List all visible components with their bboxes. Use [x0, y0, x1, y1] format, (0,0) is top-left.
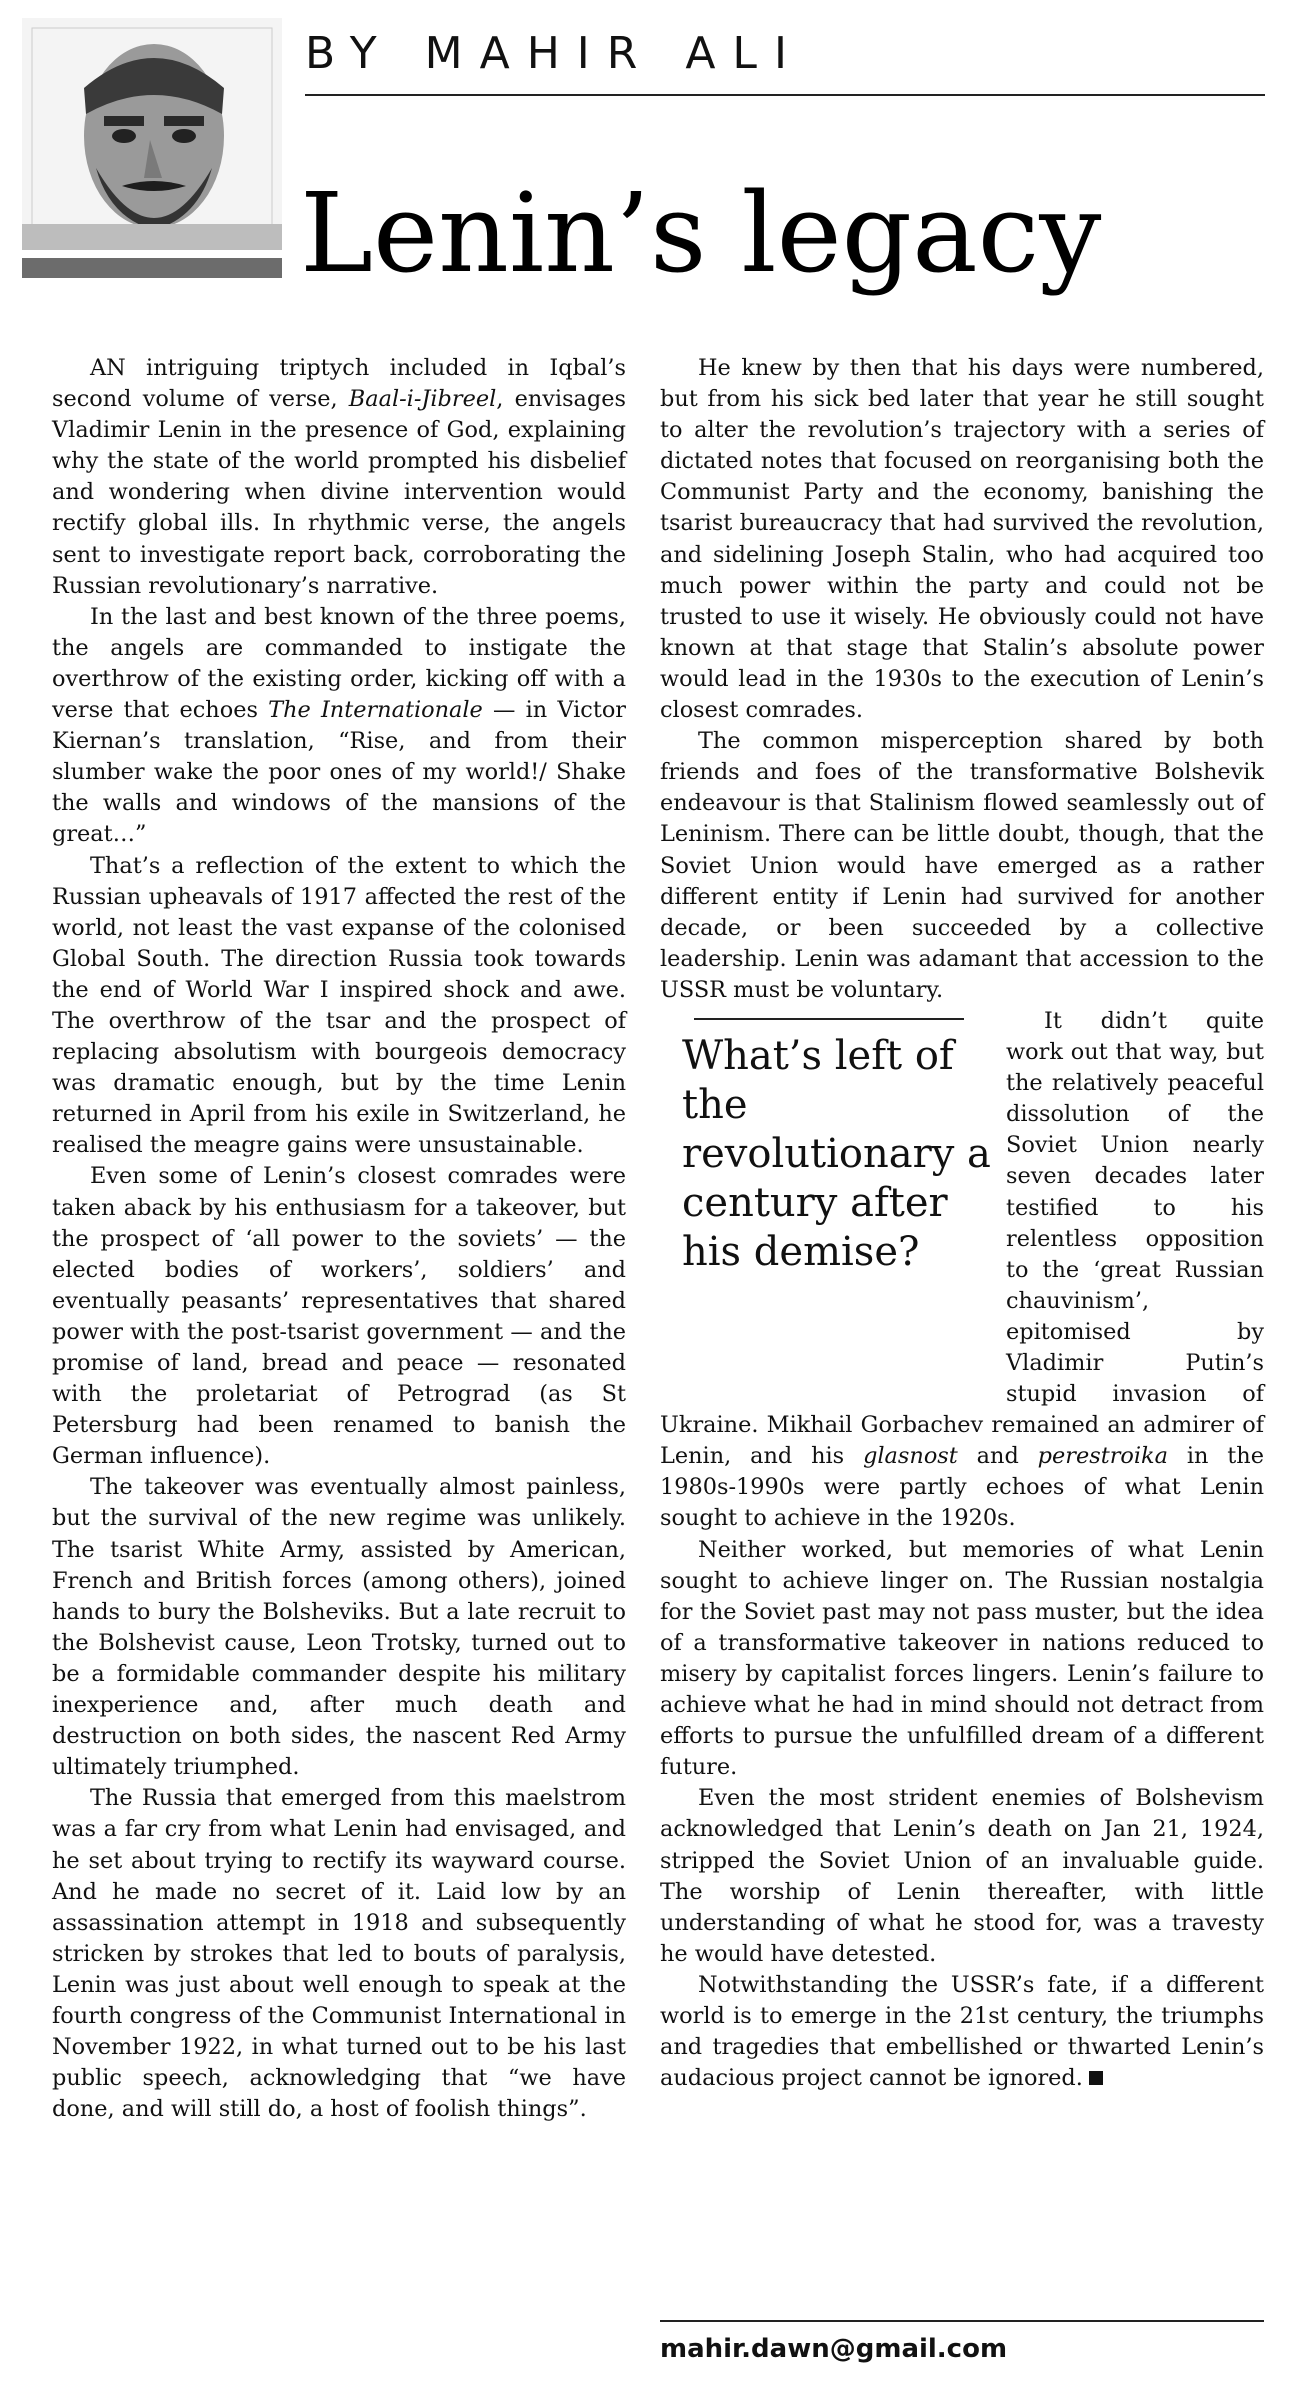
- pull-quote: What’s left of the revolutionary a century after his demise?: [682, 1032, 991, 1275]
- right-column: [660, 353, 1264, 2094]
- paragraph: [660, 1970, 1264, 2094]
- paragraph: Neither worked, but memories of what Lenin sought to achieve linger on. The Russian nostalgia for the Soviet past may not pass muster, but the idea of a transformative takeover in nations reduced to misery by capitalist forces lingers. Lenin’s failure to achieve what he had in mind should not detract from efforts to pursue the unfulfilled dream of a different future.: [660, 1536, 1264, 1781]
- paragraph-text: Notwithstanding the USSR’s fate, if a different world is to emerge in the 21st century, the triumphs and tragedies that embellished or thwarted Lenin’s audacious project cannot be ignored.: [660, 1971, 1264, 2092]
- paragraph: In the last and best known of the three poems, the angels are commanded to instigate the overthrow of the existing order, kicking off with a verse that echoes The Internationale — in Victor Kiernan’s translation, “Rise, and from their slumber wake the poor ones of my world!/ Shake the walls and windows of the mansions of the great…”: [52, 603, 627, 848]
- byline-rule: [305, 94, 1265, 96]
- paragraph: AN intriguing triptych included in Iqbal’s second volume of verse, Baal-i-Jibreel, envisages Vladimir Lenin in the presence of God, explaining why the state of the world prompted his disbelief and wondering when divine intervention would rectify global ills. In rhythmic verse, the angels sent to investigate report back, corroborating the Russian revolutionary’s narrative.: [52, 355, 626, 599]
- author-photo: [22, 18, 282, 250]
- byline: BY MAHIR ALI: [305, 28, 804, 79]
- end-mark-icon: [1089, 2071, 1103, 2085]
- email-rule: [660, 2320, 1264, 2322]
- paragraph: The takeover was eventually almost painless, but the survival of the new regime was unlikely. The tsarist White Army, assisted by American, French and British forces (among others), joined hands to bury the Bolsheviks. But a late recruit to the Bolshevist cause, Leon Trotsky, turned out to be a formidable commander despite his military inexperience and, after much death and destruction on both sides, the nascent Red Army ultimately triumphed.: [52, 1474, 626, 1781]
- photo-accent-bar: [22, 258, 282, 278]
- paragraph: Even some of Lenin’s closest comrades were taken aback by his enthusiasm for a takeover, but the prospect of ‘all power to the soviets’ — the elected bodies of workers’, soldiers’ and eventually peasants’ representatives that shared power with the post-tsarist government — and the promise of land, bread and peace — resonated with the proletariat of Petrograd (as St Petersburg had been renamed to banish the German influence).: [52, 1163, 626, 1470]
- paragraph: He knew by then that his days were numbered, but from his sick bed later that year he still sought to alter the revolution’s trajectory with a series of dictated notes that focused on reorganising both the Communist Party and the economy, banishing the tsarist bureaucracy that had survived the revolution, and sidelining Joseph Stalin, who had acquired too much power within the party and could not be trusted to use it wisely. He obviously could not have known at that stage that Stalin’s absolute power would lead in the 1930s to the execution of Lenin’s closest comrades.: [660, 355, 1264, 724]
- paragraph: The Russia that emerged from this maelstrom was a far cry from what Lenin had envisaged, and he set about trying to rectify its wayward course. And he made no secret of it. Laid low by an assassination attempt in 1918 and subsequently stricken by strokes that led to bouts of paralysis, Lenin was just about well enough to speak at the fourth congress of the Communist International in November 1922, in what turned out to be his last public speech, acknowledging that “we have done, and will still do, a host of foolish things”.: [52, 1785, 626, 2123]
- paragraph: That’s a reflection of the extent to which the Russian upheavals of 1917 affected the rest of the world, not least the vast expanse of the colonised Global South. The direction Russia took towards the end of World War I inspired shock and awe. The overthrow of the tsar and the prospect of replacing absolutism with bourgeois democracy was dramatic enough, but by the time Lenin returned in April from his exile in Switzerland, he realised the meagre gains were unsustainable.: [52, 852, 626, 1159]
- pull-quote-box: [660, 1006, 994, 1392]
- paragraph: The common misperception shared by both friends and foes of the transformative Bolshevik endeavour is that Stalinism flowed seamlessly out of Leninism. There can be little doubt, though, that the Soviet Union would have emerged as a rather different entity if Lenin had survived for another decade, or been succeeded by a collective leadership. Lenin was adamant that accession to the USSR must be voluntary.: [660, 728, 1264, 1003]
- author-email: mahir.dawn@gmail.com: [660, 2334, 1008, 2364]
- pull-quote-rule: [694, 1018, 964, 1020]
- paragraph: Even the most strident enemies of Bolshevism acknowledged that Lenin’s death on Jan 21, 1924, stripped the Soviet Union of an invaluable guide. The worship of Lenin thereafter, with little understanding of what he stood for, was a travesty he would have detested.: [660, 1785, 1264, 1967]
- headline: Lenin’s legacy: [300, 169, 1102, 297]
- paragraph: It didn’t quite work out that way, but the relatively peaceful dissolution of the Soviet Union nearly seven decades later testified to his relentless opposition to the ‘great Russian chauvinism’, epitomised by Vladimir Putin’s stupid invasion of Ukraine. Mikhail Gorbachev remained an admirer of Lenin, and his glasnost and perestroika in the 1980s-1990s were partly echoes of what Lenin sought to achieve in the 1920s.: [660, 1007, 1264, 1532]
- left-column: [52, 353, 626, 2125]
